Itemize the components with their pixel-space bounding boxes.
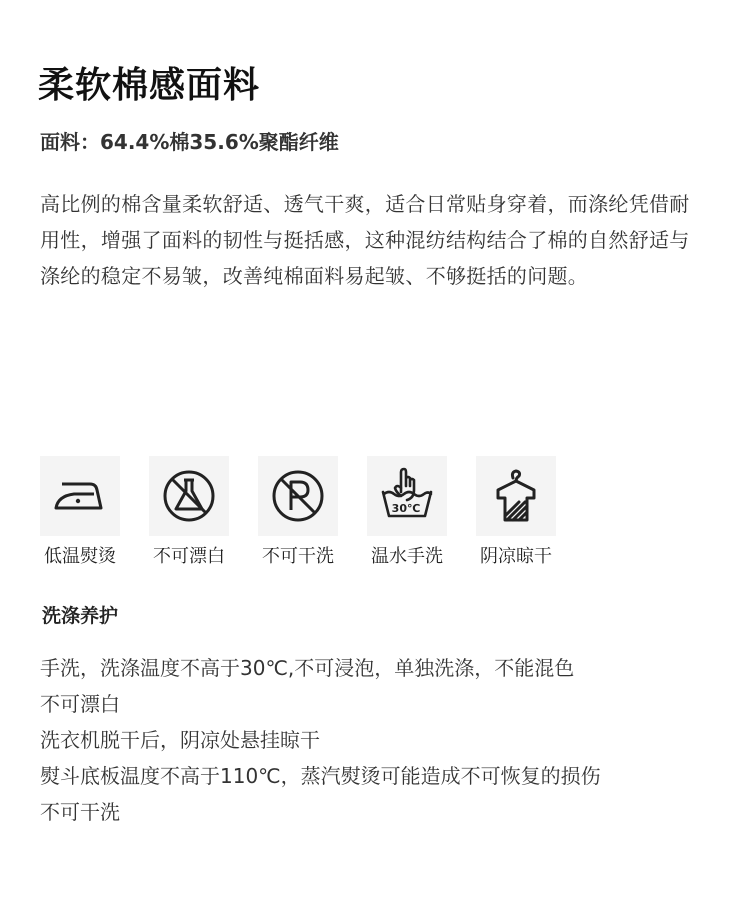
care-icon-label: 低温熨烫 xyxy=(44,546,116,567)
care-icon-item-dryclean xyxy=(258,456,338,569)
care-icons-row xyxy=(40,456,585,569)
page-title: 柔软棉感面料 xyxy=(38,65,261,106)
care-icon-item-iron xyxy=(40,456,120,569)
no-bleach-icon xyxy=(149,456,229,536)
care-instruction: 洗衣机脱干后，阴凉处悬挂晾干 xyxy=(40,728,320,752)
care-instruction: 熨斗底板温度不高于110℃，蒸汽熨烫可能造成不可恢复的损伤 xyxy=(40,764,601,788)
care-icon-item-shade xyxy=(476,456,556,569)
fabric-composition: 面料：64.4%棉35.6%聚酯纤维 xyxy=(40,130,339,154)
dry-in-shade-icon xyxy=(476,456,556,536)
care-icon-label: 温水手洗 xyxy=(371,546,443,567)
fabric-description: 高比例的棉含量柔软舒适、透气干爽，适合日常贴身穿着，而涤纶凭借耐用性，增强了面料的韧性与挺括感，这种混纺结构结合了棉的自然舒适与涤纶的稳定不易皱，改善纯棉面料易起皱、不够挺括的问题。 xyxy=(40,192,690,288)
care-instruction: 不可漂白 xyxy=(40,692,120,716)
care-instruction: 不可干洗 xyxy=(40,800,120,824)
care-section-title: 洗涤养护 xyxy=(42,605,119,627)
iron-low-icon xyxy=(40,456,120,536)
care-instruction: 手洗，洗涤温度不高于30℃,不可浸泡，单独洗涤，不能混色 xyxy=(40,656,575,680)
care-icon-label: 不可干洗 xyxy=(262,546,334,567)
care-icon-item-bleach xyxy=(149,456,229,569)
no-dry-clean-icon xyxy=(258,456,338,536)
care-icon-label: 不可漂白 xyxy=(153,546,225,567)
care-icon-label: 阴凉晾干 xyxy=(480,546,552,567)
care-instructions-list xyxy=(40,650,601,830)
care-icon-item-handwash xyxy=(367,456,447,569)
hand-wash-icon xyxy=(367,456,447,536)
svg-text:30℃: 30℃ xyxy=(391,502,421,515)
